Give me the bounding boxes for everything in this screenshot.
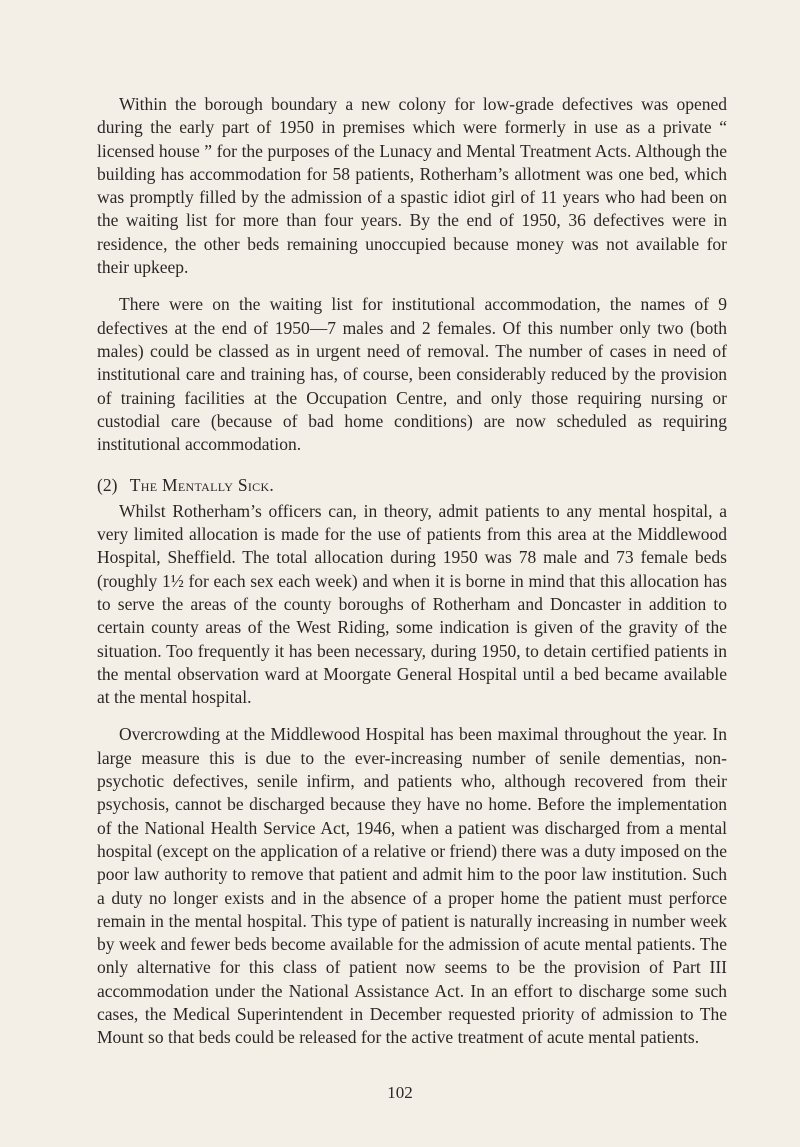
section-title: The Mentally Sick.	[129, 475, 275, 496]
section-number: (2)	[97, 475, 118, 496]
paragraph-allocation: Whilst Rotherham’s officers can, in theory, admit patients to any mental hospital, a very limited allocation is made for the use of patients from this area at the Middlewood Hospital, Sheffield. The total allocation during 1950 was 78 male and 73 female beds (roughly 1½ for each sex each week) and when it is borne in mind that this allocation has to serve the areas of the county boroughs of Rotherham and Doncaster in addition to certain county areas of the West Riding, some indication is given of the gravity of the situation. Too frequently it has been necessary, during 1950, to detain certified patients in the mental observation ward at Moorgate General Hospital until a bed became available at the mental hospital.	[97, 500, 727, 708]
section-heading	[97, 474, 727, 497]
paragraph-overcrowding: Overcrowding at the Middlewood Hospital has been maximal throughout the year. In large measure this is due to the ever-increasing number of senile dementias, non-psychotic defectives, senile infirm, and patients who, although recovered from their psychosis, cannot be discharged because they have no home. Before the implementation of the National Health Service Act, 1946, when a patient was discharged from a mental hospital (except on the application of a relative or friend) there was a duty imposed on the poor law authority to remove that patient and admit him to the poor law institution. Such a duty no longer exists and in the absence of a proper home the patient must perforce remain in the mental hospital. This type of patient is naturally increasing in number week by week and fewer beds become available for the admission of acute mental patients. The only alternative for this class of patient now seems to be the provision of Part III accommodation under the National Assistance Act. In an effort to discharge some such cases, the Medical Superintendent in December requested priority of admission to The Mount so that beds could be released for the active treatment of acute mental patients.	[97, 724, 727, 1048]
paragraph-waiting-list: There were on the waiting list for institutional accommodation, the names of 9 defectives at the end of 1950—7 males and 2 females. Of this number only two (both males) could be classed as in urgent need of removal. The number of cases in need of institutional care and training has, of course, been considerably reduced by the provision of training facilities at the Occupation Centre, and only those requiring nursing or custodial care (because of bad home conditions) are now scheduled as requiring institutional accommodation.	[97, 294, 727, 455]
paragraph-new-colony: Within the borough boundary a new colony for low-grade defectives was opened during the early part of 1950 in premises which were formerly in use as a private “ licensed house ” for the purposes of the Lunacy and Mental Treatment Acts. Although the building has accommodation for 58 patients, Rotherham’s allotment was one bed, which was promptly filled by the admission of a spastic idiot girl of 11 years who had been on the waiting list for more than four years. By the end of 1950, 36 defectives were in residence, the other beds remaining unoccupied because money was not available for their upkeep.	[97, 94, 727, 278]
page-number: 102	[387, 1083, 413, 1102]
document-page	[97, 93, 727, 1064]
